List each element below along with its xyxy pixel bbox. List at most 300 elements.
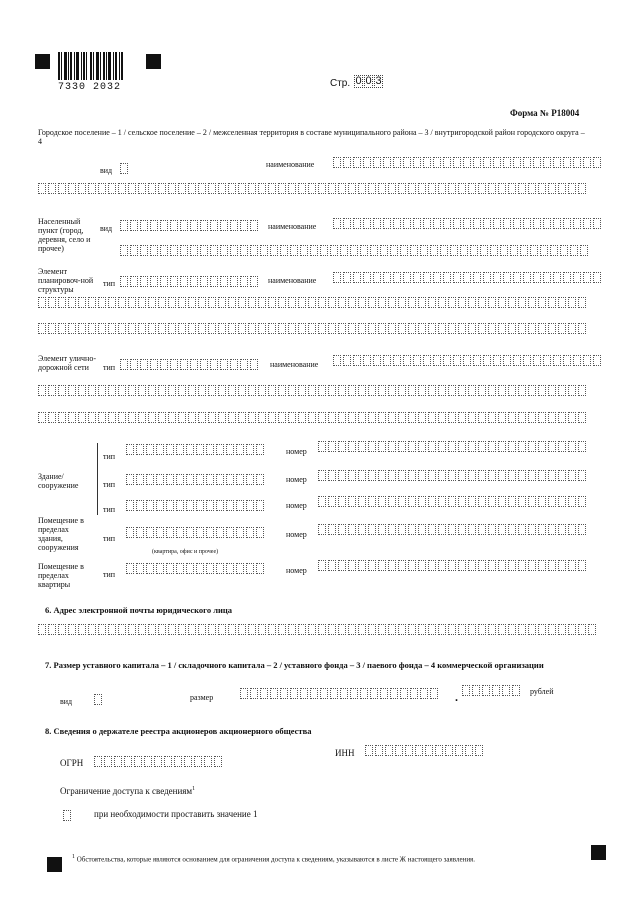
entry-cell[interactable] xyxy=(428,624,436,635)
entry-cell[interactable] xyxy=(508,560,516,571)
entry-cell[interactable] xyxy=(583,218,591,229)
entry-cell[interactable] xyxy=(170,245,178,256)
entry-cell[interactable] xyxy=(228,385,236,396)
entry-cell[interactable] xyxy=(180,220,188,231)
entry-cell[interactable] xyxy=(308,183,316,194)
entry-cell[interactable] xyxy=(468,470,476,481)
entry-cell[interactable] xyxy=(198,624,206,635)
entry-cell[interactable] xyxy=(353,157,361,168)
entry-cell[interactable] xyxy=(196,474,204,485)
entry-cell[interactable] xyxy=(108,412,116,423)
entry-cell[interactable] xyxy=(338,441,346,452)
entry-cell[interactable] xyxy=(214,756,222,767)
entry-cell[interactable] xyxy=(358,385,366,396)
entry-cell[interactable] xyxy=(493,218,501,229)
entry-cell[interactable] xyxy=(570,245,578,256)
entry-cell[interactable] xyxy=(320,688,328,699)
entry-cell[interactable] xyxy=(318,470,326,481)
entry-cell[interactable] xyxy=(218,183,226,194)
entry-cell[interactable] xyxy=(328,441,336,452)
entry-cell[interactable] xyxy=(128,412,136,423)
entry-cell[interactable] xyxy=(438,441,446,452)
entry-cell[interactable] xyxy=(438,183,446,194)
entry-cell[interactable] xyxy=(178,385,186,396)
entry-cell[interactable] xyxy=(146,444,154,455)
planning-name-cells[interactable] xyxy=(333,272,601,283)
entry-cell[interactable] xyxy=(410,245,418,256)
municipal-type-cells[interactable] xyxy=(120,163,128,174)
entry-cell[interactable] xyxy=(470,245,478,256)
entry-cell[interactable] xyxy=(538,524,546,535)
entry-cell[interactable] xyxy=(156,474,164,485)
entry-cell[interactable] xyxy=(528,323,536,334)
entry-cell[interactable] xyxy=(428,524,436,535)
entry-cell[interactable] xyxy=(240,359,248,370)
entry-cell[interactable] xyxy=(558,412,566,423)
entry-cell[interactable] xyxy=(140,220,148,231)
entry-cell[interactable] xyxy=(88,412,96,423)
entry-cell[interactable] xyxy=(180,276,188,287)
entry-cell[interactable] xyxy=(338,385,346,396)
entry-cell[interactable] xyxy=(208,323,216,334)
entry-cell[interactable] xyxy=(478,412,486,423)
entry-cell[interactable] xyxy=(528,412,536,423)
entry-cell[interactable] xyxy=(38,412,46,423)
entry-cell[interactable] xyxy=(138,412,146,423)
entry-cell[interactable] xyxy=(578,470,586,481)
entry-cell[interactable] xyxy=(170,220,178,231)
capital-type-cells[interactable] xyxy=(94,694,102,705)
entry-cell[interactable] xyxy=(348,323,356,334)
entry-cell[interactable] xyxy=(390,688,398,699)
entry-cell[interactable] xyxy=(138,385,146,396)
entry-cell[interactable] xyxy=(378,412,386,423)
entry-cell[interactable] xyxy=(518,412,526,423)
entry-cell[interactable] xyxy=(558,470,566,481)
entry-cell[interactable] xyxy=(488,560,496,571)
entry-cell[interactable] xyxy=(523,355,531,366)
entry-cell[interactable] xyxy=(438,385,446,396)
entry-cell[interactable] xyxy=(383,355,391,366)
entry-cell[interactable] xyxy=(148,624,156,635)
entry-cell[interactable] xyxy=(398,496,406,507)
entry-cell[interactable] xyxy=(528,441,536,452)
entry-cell[interactable] xyxy=(63,810,71,821)
entry-cell[interactable] xyxy=(156,500,164,511)
entry-cell[interactable] xyxy=(68,412,76,423)
entry-cell[interactable] xyxy=(502,685,510,696)
entry-cell[interactable] xyxy=(38,183,46,194)
entry-cell[interactable] xyxy=(238,297,246,308)
entry-cell[interactable] xyxy=(160,359,168,370)
entry-cell[interactable] xyxy=(166,474,174,485)
entry-cell[interactable] xyxy=(140,359,148,370)
entry-cell[interactable] xyxy=(158,297,166,308)
entry-cell[interactable] xyxy=(443,218,451,229)
entry-cell[interactable] xyxy=(388,412,396,423)
entry-cell[interactable] xyxy=(498,624,506,635)
entry-cell[interactable] xyxy=(448,470,456,481)
entry-cell[interactable] xyxy=(156,527,164,538)
entry-cell[interactable] xyxy=(138,183,146,194)
entry-cell[interactable] xyxy=(368,624,376,635)
entry-cell[interactable] xyxy=(210,359,218,370)
entry-cell[interactable] xyxy=(510,245,518,256)
entry-cell[interactable] xyxy=(300,245,308,256)
entry-cell[interactable] xyxy=(438,496,446,507)
entry-cell[interactable] xyxy=(408,496,416,507)
entry-cell[interactable] xyxy=(188,624,196,635)
entry-cell[interactable] xyxy=(38,297,46,308)
entry-cell[interactable] xyxy=(188,385,196,396)
entry-cell[interactable] xyxy=(136,474,144,485)
entry-cell[interactable] xyxy=(462,685,470,696)
entry-cell[interactable] xyxy=(398,385,406,396)
entry-cell[interactable] xyxy=(418,470,426,481)
entry-cell[interactable] xyxy=(358,297,366,308)
entry-cell[interactable] xyxy=(593,272,601,283)
entry-cell[interactable] xyxy=(378,297,386,308)
entry-cell[interactable] xyxy=(468,524,476,535)
entry-cell[interactable] xyxy=(98,297,106,308)
entry-cell[interactable] xyxy=(280,245,288,256)
entry-cell[interactable] xyxy=(388,385,396,396)
ogrn-cells[interactable] xyxy=(94,756,222,767)
entry-cell[interactable] xyxy=(206,500,214,511)
entry-cell[interactable] xyxy=(136,563,144,574)
entry-cell[interactable] xyxy=(130,220,138,231)
entry-cell[interactable] xyxy=(498,385,506,396)
entry-cell[interactable] xyxy=(318,524,326,535)
entry-cell[interactable] xyxy=(78,385,86,396)
entry-cell[interactable] xyxy=(250,220,258,231)
entry-cell[interactable] xyxy=(206,563,214,574)
entry-cell[interactable] xyxy=(230,220,238,231)
entry-cell[interactable] xyxy=(458,524,466,535)
entry-cell[interactable] xyxy=(403,272,411,283)
entry-cell[interactable] xyxy=(353,272,361,283)
entry-cell[interactable] xyxy=(68,323,76,334)
entry-cell[interactable] xyxy=(435,745,443,756)
planning-cells-row-2[interactable] xyxy=(38,297,586,308)
entry-cell[interactable] xyxy=(473,355,481,366)
entry-cell[interactable] xyxy=(256,527,264,538)
entry-cell[interactable] xyxy=(148,323,156,334)
entry-cell[interactable] xyxy=(338,297,346,308)
entry-cell[interactable] xyxy=(318,385,326,396)
entry-cell[interactable] xyxy=(216,474,224,485)
entry-cell[interactable] xyxy=(578,441,586,452)
entry-cell[interactable] xyxy=(248,183,256,194)
entry-cell[interactable] xyxy=(448,441,456,452)
entry-cell[interactable] xyxy=(378,470,386,481)
entry-cell[interactable] xyxy=(488,524,496,535)
entry-cell[interactable] xyxy=(398,183,406,194)
entry-cell[interactable] xyxy=(558,297,566,308)
entry-cell[interactable] xyxy=(258,624,266,635)
entry-cell[interactable] xyxy=(543,272,551,283)
entry-cell[interactable] xyxy=(578,323,586,334)
entry-cell[interactable] xyxy=(378,524,386,535)
entry-cell[interactable] xyxy=(448,323,456,334)
entry-cell[interactable] xyxy=(448,385,456,396)
entry-cell[interactable] xyxy=(418,524,426,535)
entry-cell[interactable] xyxy=(308,624,316,635)
entry-cell[interactable] xyxy=(250,276,258,287)
entry-cell[interactable] xyxy=(383,218,391,229)
entry-cell[interactable] xyxy=(488,385,496,396)
entry-cell[interactable] xyxy=(488,624,496,635)
entry-cell[interactable] xyxy=(128,297,136,308)
entry-cell[interactable] xyxy=(518,560,526,571)
entry-cell[interactable] xyxy=(538,412,546,423)
capital-size-cells[interactable] xyxy=(240,688,438,699)
entry-cell[interactable] xyxy=(318,297,326,308)
entry-cell[interactable] xyxy=(216,500,224,511)
entry-cell[interactable] xyxy=(478,524,486,535)
entry-cell[interactable] xyxy=(413,272,421,283)
entry-cell[interactable] xyxy=(503,355,511,366)
entry-cell[interactable] xyxy=(388,624,396,635)
entry-cell[interactable] xyxy=(378,323,386,334)
entry-cell[interactable] xyxy=(358,496,366,507)
entry-cell[interactable] xyxy=(528,624,536,635)
entry-cell[interactable] xyxy=(533,157,541,168)
entry-cell[interactable] xyxy=(188,323,196,334)
entry-cell[interactable] xyxy=(208,385,216,396)
entry-cell[interactable] xyxy=(508,441,516,452)
entry-cell[interactable] xyxy=(508,412,516,423)
entry-cell[interactable] xyxy=(130,245,138,256)
entry-cell[interactable] xyxy=(548,624,556,635)
entry-cell[interactable] xyxy=(166,444,174,455)
entry-cell[interactable] xyxy=(118,385,126,396)
entry-cell[interactable] xyxy=(563,157,571,168)
entry-cell[interactable] xyxy=(408,441,416,452)
entry-cell[interactable] xyxy=(518,297,526,308)
entry-cell[interactable] xyxy=(513,218,521,229)
entry-cell[interactable] xyxy=(578,412,586,423)
entry-cell[interactable] xyxy=(230,359,238,370)
entry-cell[interactable] xyxy=(580,245,588,256)
entry-cell[interactable] xyxy=(488,297,496,308)
entry-cell[interactable] xyxy=(148,183,156,194)
entry-cell[interactable] xyxy=(428,441,436,452)
entry-cell[interactable] xyxy=(258,297,266,308)
entry-cell[interactable] xyxy=(248,385,256,396)
entry-cell[interactable] xyxy=(178,412,186,423)
entry-cell[interactable] xyxy=(226,474,234,485)
entry-cell[interactable] xyxy=(498,470,506,481)
entry-cell[interactable] xyxy=(403,218,411,229)
entry-cell[interactable] xyxy=(418,624,426,635)
entry-cell[interactable] xyxy=(423,272,431,283)
entry-cell[interactable] xyxy=(138,297,146,308)
entry-cell[interactable] xyxy=(230,245,238,256)
entry-cell[interactable] xyxy=(158,183,166,194)
entry-cell[interactable] xyxy=(298,385,306,396)
entry-cell[interactable] xyxy=(238,385,246,396)
entry-cell[interactable] xyxy=(458,560,466,571)
entry-cell[interactable] xyxy=(478,624,486,635)
entry-cell[interactable] xyxy=(378,496,386,507)
entry-cell[interactable] xyxy=(338,470,346,481)
entry-cell[interactable] xyxy=(358,323,366,334)
entry-cell[interactable] xyxy=(548,385,556,396)
entry-cell[interactable] xyxy=(208,183,216,194)
entry-cell[interactable] xyxy=(240,245,248,256)
entry-cell[interactable] xyxy=(78,624,86,635)
entry-cell[interactable] xyxy=(538,560,546,571)
entry-cell[interactable] xyxy=(210,245,218,256)
entry-cell[interactable] xyxy=(443,157,451,168)
entry-cell[interactable] xyxy=(548,412,556,423)
entry-cell[interactable] xyxy=(498,183,506,194)
entry-cell[interactable] xyxy=(210,276,218,287)
entry-cell[interactable] xyxy=(186,527,194,538)
settlement-name-cells-1[interactable] xyxy=(333,218,601,229)
entry-cell[interactable] xyxy=(458,385,466,396)
entry-cell[interactable] xyxy=(538,385,546,396)
entry-cell[interactable] xyxy=(548,441,556,452)
entry-cell[interactable] xyxy=(198,297,206,308)
entry-cell[interactable] xyxy=(310,688,318,699)
entry-cell[interactable] xyxy=(468,297,476,308)
entry-cell[interactable] xyxy=(558,524,566,535)
entry-cell[interactable] xyxy=(348,412,356,423)
entry-cell[interactable] xyxy=(373,157,381,168)
entry-cell[interactable] xyxy=(78,412,86,423)
entry-cell[interactable] xyxy=(154,756,162,767)
entry-cell[interactable] xyxy=(518,524,526,535)
building-number-cells-1[interactable] xyxy=(318,441,586,452)
entry-cell[interactable] xyxy=(348,470,356,481)
entry-cell[interactable] xyxy=(280,688,288,699)
entry-cell[interactable] xyxy=(548,470,556,481)
street-type-cells[interactable] xyxy=(120,359,258,370)
entry-cell[interactable] xyxy=(368,470,376,481)
entry-cell[interactable] xyxy=(468,496,476,507)
entry-cell[interactable] xyxy=(343,218,351,229)
entry-cell[interactable] xyxy=(198,412,206,423)
entry-cell[interactable] xyxy=(288,412,296,423)
entry-cell[interactable] xyxy=(428,412,436,423)
entry-cell[interactable] xyxy=(348,624,356,635)
entry-cell[interactable] xyxy=(478,297,486,308)
entry-cell[interactable] xyxy=(508,323,516,334)
entry-cell[interactable] xyxy=(568,441,576,452)
entry-cell[interactable] xyxy=(328,524,336,535)
entry-cell[interactable] xyxy=(120,245,128,256)
entry-cell[interactable] xyxy=(518,323,526,334)
entry-cell[interactable] xyxy=(558,183,566,194)
entry-cell[interactable] xyxy=(403,355,411,366)
entry-cell[interactable] xyxy=(418,496,426,507)
entry-cell[interactable] xyxy=(508,524,516,535)
entry-cell[interactable] xyxy=(560,245,568,256)
entry-cell[interactable] xyxy=(398,624,406,635)
entry-cell[interactable] xyxy=(423,218,431,229)
entry-cell[interactable] xyxy=(256,444,264,455)
entry-cell[interactable] xyxy=(378,385,386,396)
entry-cell[interactable] xyxy=(395,745,403,756)
entry-cell[interactable] xyxy=(503,218,511,229)
entry-cell[interactable] xyxy=(368,385,376,396)
entry-cell[interactable] xyxy=(528,496,536,507)
entry-cell[interactable] xyxy=(180,359,188,370)
entry-cell[interactable] xyxy=(94,756,102,767)
entry-cell[interactable] xyxy=(388,560,396,571)
entry-cell[interactable] xyxy=(458,470,466,481)
entry-cell[interactable] xyxy=(498,441,506,452)
entry-cell[interactable] xyxy=(473,272,481,283)
entry-cell[interactable] xyxy=(383,157,391,168)
entry-cell[interactable] xyxy=(186,474,194,485)
entry-cell[interactable] xyxy=(298,323,306,334)
entry-cell[interactable] xyxy=(363,218,371,229)
entry-cell[interactable] xyxy=(246,474,254,485)
entry-cell[interactable] xyxy=(418,412,426,423)
street-name-cells[interactable] xyxy=(333,355,601,366)
entry-cell[interactable] xyxy=(568,470,576,481)
entry-cell[interactable] xyxy=(368,323,376,334)
entry-cell[interactable] xyxy=(468,323,476,334)
entry-cell[interactable] xyxy=(126,444,134,455)
entry-cell[interactable] xyxy=(483,157,491,168)
entry-cell[interactable] xyxy=(38,323,46,334)
entry-cell[interactable] xyxy=(343,355,351,366)
entry-cell[interactable] xyxy=(190,245,198,256)
entry-cell[interactable] xyxy=(500,245,508,256)
entry-cell[interactable] xyxy=(120,220,128,231)
entry-cell[interactable] xyxy=(48,297,56,308)
entry-cell[interactable] xyxy=(68,297,76,308)
entry-cell[interactable] xyxy=(226,500,234,511)
entry-cell[interactable] xyxy=(168,412,176,423)
entry-cell[interactable] xyxy=(246,527,254,538)
entry-cell[interactable] xyxy=(348,441,356,452)
entry-cell[interactable] xyxy=(543,355,551,366)
entry-cell[interactable] xyxy=(558,441,566,452)
entry-cell[interactable] xyxy=(300,688,308,699)
entry-cell[interactable] xyxy=(553,157,561,168)
entry-cell[interactable] xyxy=(503,157,511,168)
entry-cell[interactable] xyxy=(428,470,436,481)
entry-cell[interactable] xyxy=(538,496,546,507)
entry-cell[interactable] xyxy=(508,183,516,194)
entry-cell[interactable] xyxy=(114,756,122,767)
building-type-cells-3[interactable] xyxy=(126,500,264,511)
entry-cell[interactable] xyxy=(338,524,346,535)
entry-cell[interactable] xyxy=(48,624,56,635)
entry-cell[interactable] xyxy=(38,624,46,635)
entry-cell[interactable] xyxy=(498,496,506,507)
entry-cell[interactable] xyxy=(518,470,526,481)
entry-cell[interactable] xyxy=(418,385,426,396)
entry-cell[interactable] xyxy=(540,245,548,256)
entry-cell[interactable] xyxy=(458,297,466,308)
entry-cell[interactable] xyxy=(458,441,466,452)
entry-cell[interactable] xyxy=(260,245,268,256)
entry-cell[interactable] xyxy=(158,323,166,334)
entry-cell[interactable] xyxy=(228,323,236,334)
entry-cell[interactable] xyxy=(548,524,556,535)
entry-cell[interactable] xyxy=(184,756,192,767)
entry-cell[interactable] xyxy=(150,245,158,256)
entry-cell[interactable] xyxy=(350,688,358,699)
entry-cell[interactable] xyxy=(98,412,106,423)
entry-cell[interactable] xyxy=(448,496,456,507)
